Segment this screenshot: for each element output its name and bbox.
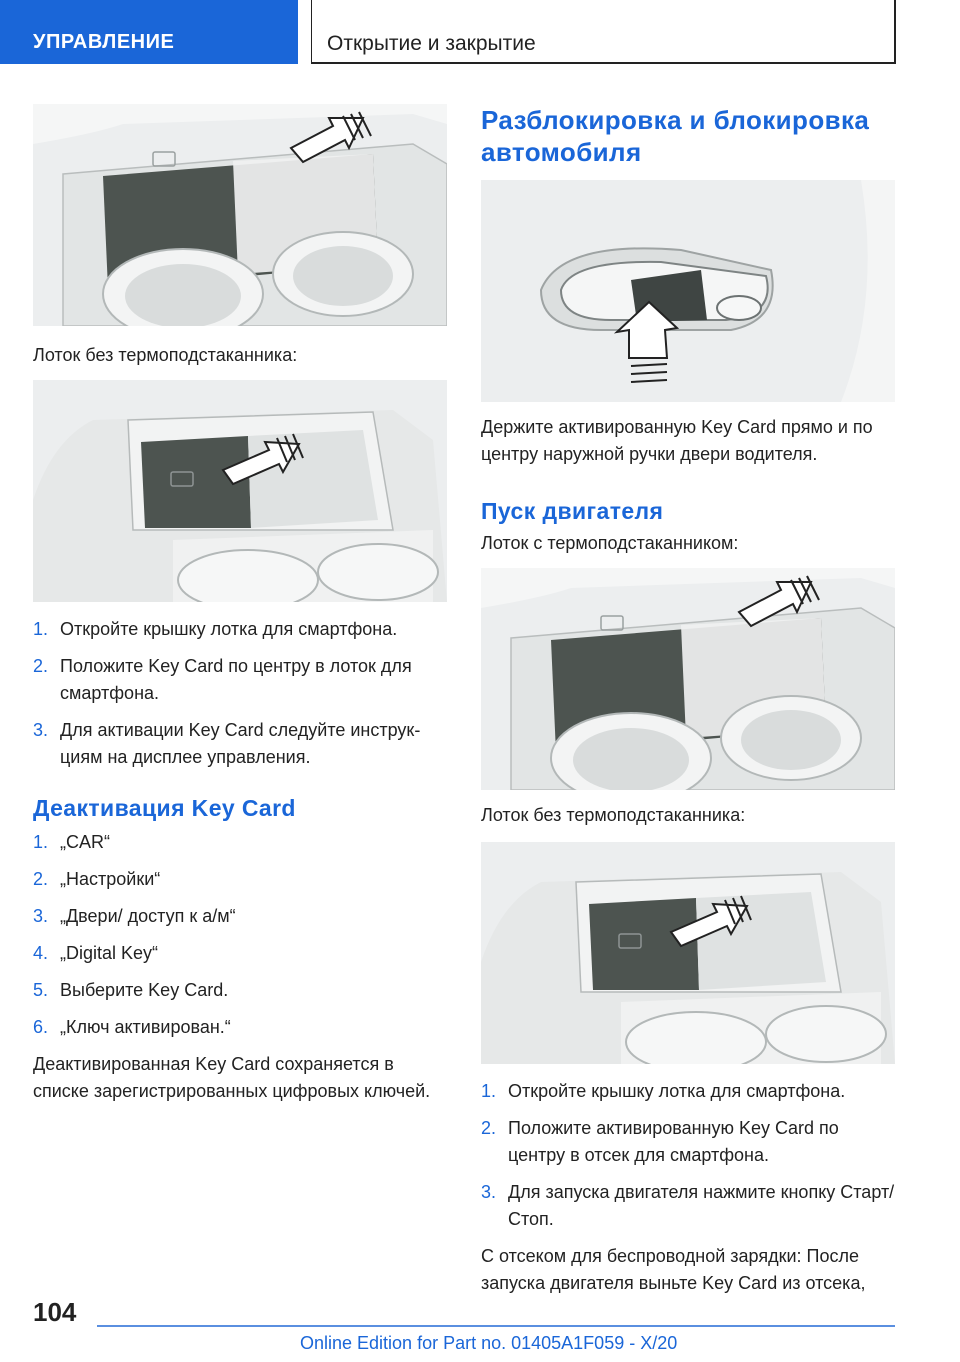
caption-tray-no-heater-2: Лоток без термоподстаканника: [481, 805, 746, 825]
right-column [481, 104, 895, 1297]
list-item: 2. Положите активированную Key Card по центру в отсек для смартфона. [481, 1118, 839, 1165]
list-item: 4. „Digital Key“ [33, 943, 159, 963]
chapter-title: Открытие и закрытие [311, 0, 896, 64]
list-item: 1. Откройте крышку лотка для смартфона. [481, 1081, 846, 1101]
deactivation-note: Деактивированная Key Card сохраняется в списке зарегистрированных цифровых ключей. [33, 1054, 431, 1101]
caption-tray-with-heater: Лоток с термоподстаканником: [481, 533, 739, 553]
list-item: 3. Для запуска двигателя нажмите кнопку Старт/Стоп. [481, 1182, 895, 1229]
list-item: 3. „Двери/ доступ к а/м“ [33, 906, 236, 926]
engine-start-steps [481, 1078, 895, 1233]
list-item: 6. „Ключ активирован.“ [33, 1017, 231, 1037]
list-item: 1. Откройте крышку лотка для смартфона. [33, 619, 398, 639]
page-number: 104 [33, 1297, 77, 1327]
deactivation-heading: Деактивация Key Card [33, 795, 296, 821]
list-item: 3. Для активации Key Card следуйте инструкциям на дисплее управления. [33, 720, 421, 767]
tray-with-heater-illustration [33, 104, 447, 326]
tray-with-heater-illustration-2 [481, 568, 895, 790]
list-item: 2. „Настройки“ [33, 869, 161, 889]
list-item: 5. Выберите Key Card. [33, 980, 229, 1000]
engine-start-heading: Пуск двигателя [481, 498, 664, 524]
edition-footer: Online Edition for Part no. 01405A1F059 - X/20 [300, 1333, 678, 1353]
deactivation-steps [33, 829, 447, 1041]
wireless-charging-note: С отсеком для беспроводной зарядки: После запуска двигателя выньте Key Card из отсека, [481, 1246, 866, 1293]
list-item: 2. Положите Key Card по центру в лоток для смартфона. [33, 656, 412, 703]
footer-divider [97, 1325, 895, 1327]
tray-no-heater-illustration-2 [481, 842, 895, 1064]
tray-no-heater-illustration [33, 380, 447, 602]
activation-steps [33, 616, 447, 771]
section-tab: УПРАВЛЕНИЕ [0, 0, 298, 64]
left-column [33, 104, 447, 1105]
door-handle-illustration [481, 180, 895, 402]
unlock-instructions: Держите активированную Key Card прямо и по центру наружной ручки двери водителя. [481, 417, 873, 464]
unlock-heading: Разблокировка и блокировка автомобиля [481, 105, 870, 167]
list-item: 1. „CAR“ [33, 832, 110, 852]
caption-tray-no-heater: Лоток без термоподстаканника: [33, 345, 298, 365]
